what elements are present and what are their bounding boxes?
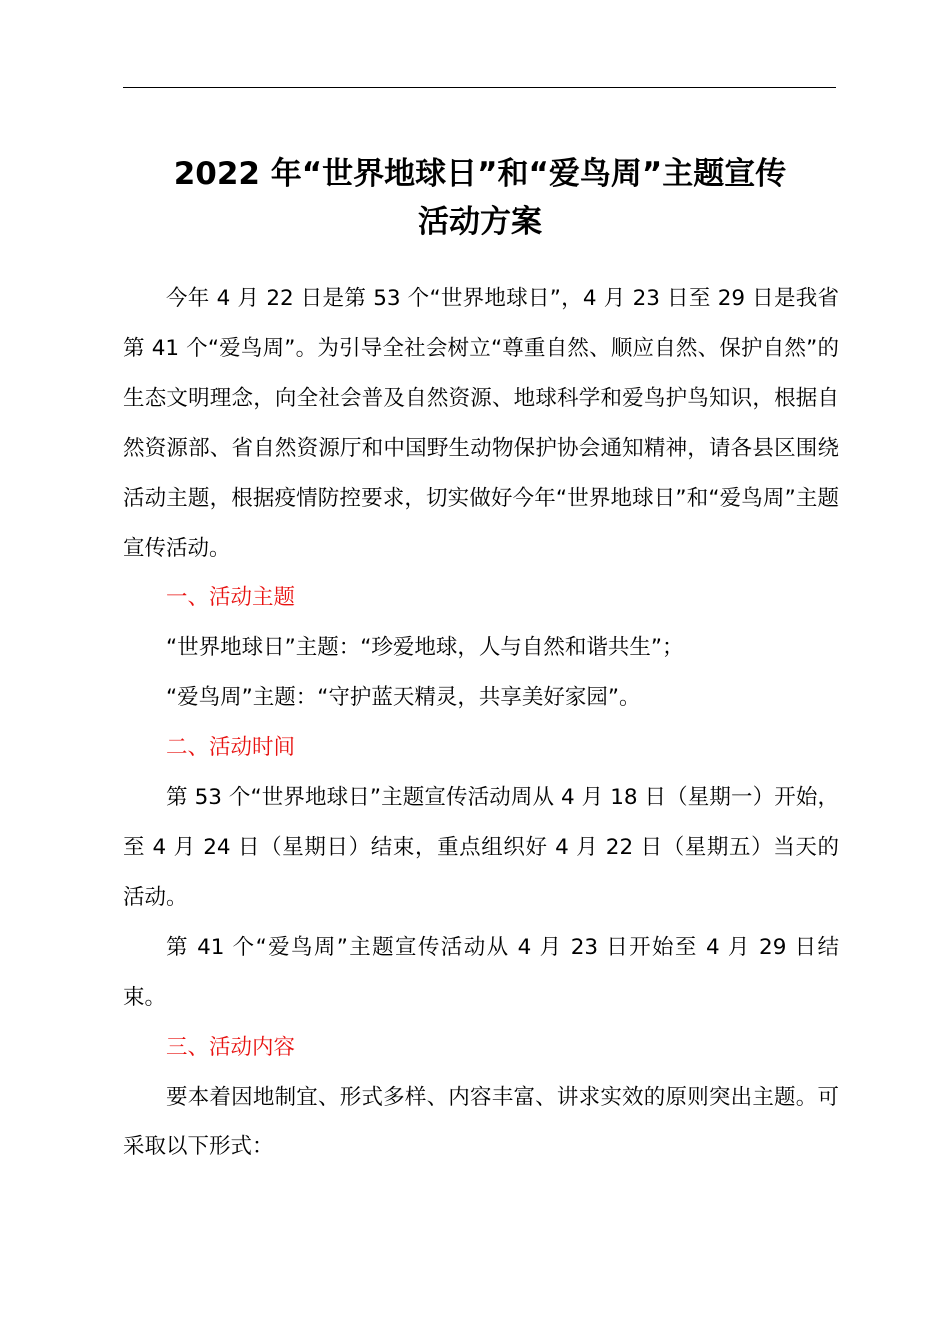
document-title — [110, 150, 850, 246]
header-rule — [123, 87, 836, 88]
title-line-2: 活动方案 — [418, 204, 542, 240]
earth-day-theme: “世界地球日”主题：“珍爱地球，人与自然和谐共生”； — [166, 635, 684, 661]
earth-day-time: 第 53 个“世界地球日”主题宣传活动周从 4 月 18 日（星期一）开始，至 4 月 24 日（星期日）结束，重点组织好 4 月 22 日（星期五）当天的活动。 — [123, 785, 839, 910]
title-line-1: 2022 年“世界地球日”和“爱鸟周”主题宣传 — [173, 156, 787, 192]
section-heading-content: 三、活动内容 — [166, 1034, 296, 1060]
content-paragraph: 要本着因地制宜、形式多样、内容丰富、讲求实效的原则突出主题。可采取以下形式： — [123, 1084, 839, 1160]
section-heading-theme: 一、活动主题 — [166, 585, 296, 611]
bird-week-time: 第 41 个“爱鸟周”主题宣传活动从 4 月 23 日开始至 4 月 29 日结束。 — [123, 934, 839, 1010]
bird-week-theme: “爱鸟周”主题：“守护蓝天精灵，共享美好家园”。 — [166, 685, 641, 711]
section-heading-time: 二、活动时间 — [166, 735, 296, 761]
document-body — [123, 274, 839, 1172]
intro-paragraph: 今年 4 月 22 日是第 53 个“世界地球日”，4 月 23 日至 29 日是我省第 41 个“爱鸟周”。为引导全社会树立“尊重自然、顺应自然、保护自然”的生态文明理念，向全社会普及自然资源、地球科学和爱鸟护鸟知识，根据自然资源部、省自然资源厅和中国野生动物保护协会通知精神，请各县区围绕活动主题，根据疫情防控要求，切实做好今年“世界地球日”和“爱鸟周”主题宣传活动。 — [123, 286, 839, 561]
